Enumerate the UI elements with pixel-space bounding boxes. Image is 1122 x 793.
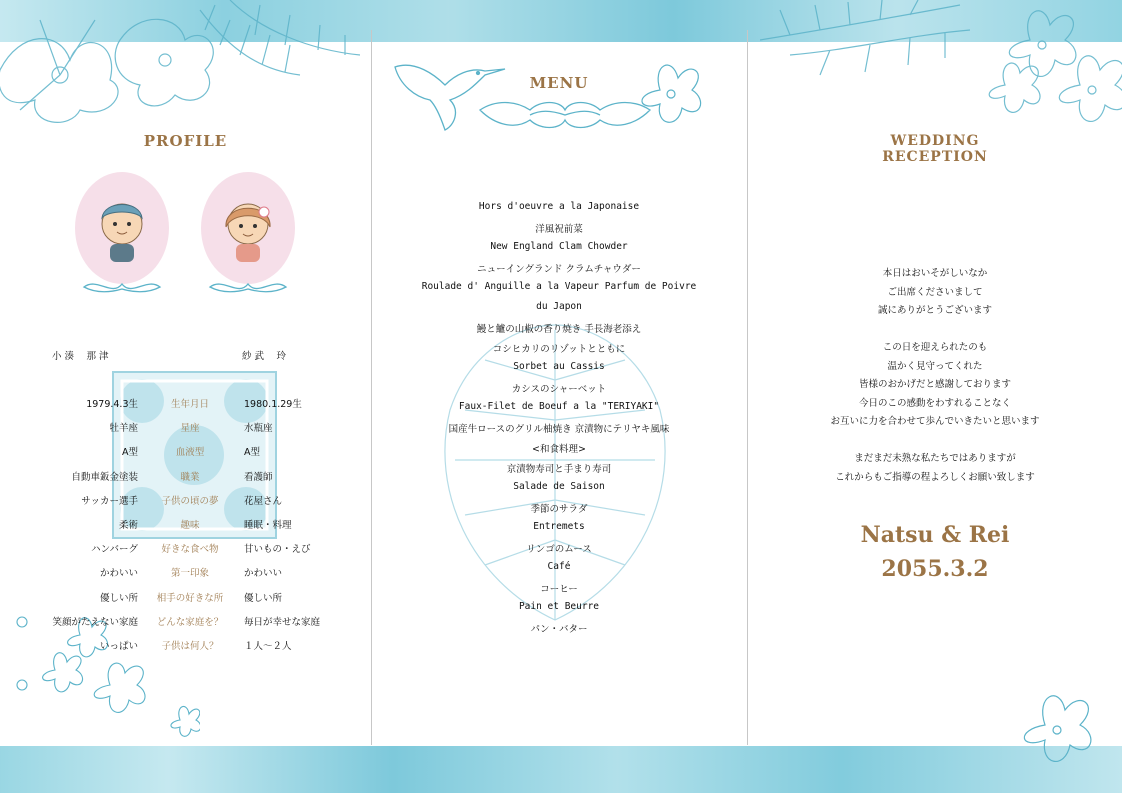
reception-heading-line2: RECEPTION [882,149,988,165]
profile-row-groom-value: いっぱい [99,641,138,652]
menu-line: コーヒー [540,584,578,595]
menu-line: Hors d'oeuvre a la Japonaise [478,201,640,212]
profile-row-bride-value: 看護師 [244,471,273,483]
profile-row-bride-value: 優しい所 [244,592,283,604]
menu-line: Entremets [533,521,585,532]
message-line: 皆様のおかげだと感謝しております [858,379,1011,390]
message-line: この日を迎えられたのも [882,342,988,353]
menu-line: Café [547,561,571,572]
profile-row-bride-value: 睡眠・料理 [244,520,292,531]
profile-row-bride-value: 甘いもの・えび [244,544,311,556]
reception-heading-line1: WEDDING [890,133,980,149]
menu-line: カシスのシャーベット [511,384,607,395]
profile-row-groom-value: 1979.4.3生 [86,399,138,410]
small-plumeria-cluster-icon [10,610,200,740]
message-line: 温かく見守ってくれた [887,360,983,372]
message-line: 今日のこの感動をわすれることなく [858,397,1011,409]
menu-line: Roulade d' Anguille a la Vapeur Parfum de Poivre [421,281,697,292]
profile-row-label: 職業 [180,471,200,483]
menu-line: ニューイングランド クラムチャウダー [477,264,641,275]
menu-line: Faux-Filet de Boeuf a la "TERIYAKI" [458,401,660,412]
reception-heading [748,133,1122,165]
menu-line: リンゴのムース [526,544,592,555]
menu-line: du Japon [536,301,582,312]
menu-line: 国産牛ロースのグリル柚焼き 京漬物にテリヤキ風味 [448,424,670,435]
profile-row-groom-value: 柔術 [118,520,138,531]
message-line: まだまだ未熟な私たちではありますが [854,453,1016,464]
profile-heading: PROFILE [143,132,228,150]
message-line: これからもご指導の程よろしくお願い致します [835,471,1035,483]
message-line: 本日はおいそがしいなか [882,268,988,279]
profile-row-groom-value: 自動車鈑金塗装 [71,471,138,483]
profile-row-bride-value: 毎日が幸せな家庭 [244,616,321,628]
menu-line: Pain et Beurre [518,601,600,612]
menu-line: パン・バター [530,624,588,635]
profile-row-label: 子供の頃の夢 [161,495,219,507]
menu-line: 洋風祝前菜 [535,224,583,235]
plumeria-corner-icon [1000,690,1110,770]
profile-row-groom-value: サッカー選手 [81,495,138,507]
menu-heading: MENU [529,74,589,92]
menu-line: 鰻と鱸の山椒の香り焼き 手長海老添え [476,324,642,335]
menu-line: Sorbet au Cassis [513,361,605,372]
profile-row-groom-value: かわいい [99,568,138,580]
groom-avatar [72,172,182,304]
bride-avatar [198,172,308,304]
menu-line: <和食料理> [532,444,586,455]
profile-row-label: どんな家庭を？ [156,616,224,628]
profile-row-label: 生年月日 [170,399,209,410]
bride-name: 紗 武 玲 [242,351,287,362]
hibiscus-palm-decoration-icon [0,0,370,125]
message-line: 誠にありがとうございます [877,305,992,316]
profile-row-groom-value: 優しい所 [99,592,138,604]
profile-row-label: 趣味 [180,520,200,531]
profile-row-groom-value: ハンバーグ [91,544,138,556]
profile-row-bride-value: 水瓶座 [244,423,273,435]
groom-name: 小 湊 那 津 [52,351,109,362]
profile-row-groom-value: 牡羊座 [109,423,138,435]
profile-row-bride-value: １人～２人 [244,641,292,652]
hummingbird-ornament-icon [390,55,720,140]
profile-row-label: 血液型 [175,447,205,459]
message-line: ご出席くださいまして [887,286,983,298]
menu-line: 季節のサラダ [530,504,588,515]
profile-row-bride-value: 花屋さん [244,495,283,507]
wedding-date: 2055.3.2 [881,556,989,582]
profile-row-bride-value: かわいい [244,568,283,580]
profile-row-label: 星座 [180,423,200,435]
message-line: お互いに力を合わせて歩んでいきたいと思います [830,416,1040,427]
bottom-watercolor-band [0,746,1122,793]
profile-row-bride-value: A型 [244,447,260,459]
couple-names: Natsu & Rei [860,522,1010,548]
menu-line: 京漬物寿司と手まり寿司 [506,464,612,475]
profile-row-label: 子供は何人？ [161,641,219,652]
plumeria-palm-decoration-icon [760,0,1122,130]
profile-row-label: 第一印象 [170,568,209,580]
profile-row-bride-value: 1980.1.29生 [244,399,302,410]
menu-line: New England Clam Chowder [490,241,628,252]
profile-row-groom-value: A型 [122,447,138,459]
profile-row-groom-value: 笑顔がたえない家庭 [52,616,138,628]
menu-line: コシヒカリのリゾットとともに [492,344,626,355]
profile-row-label: 相手の好きな所 [156,592,224,604]
profile-row-label: 好きな食べ物 [161,544,219,556]
menu-line: Salade de Saison [513,481,605,492]
